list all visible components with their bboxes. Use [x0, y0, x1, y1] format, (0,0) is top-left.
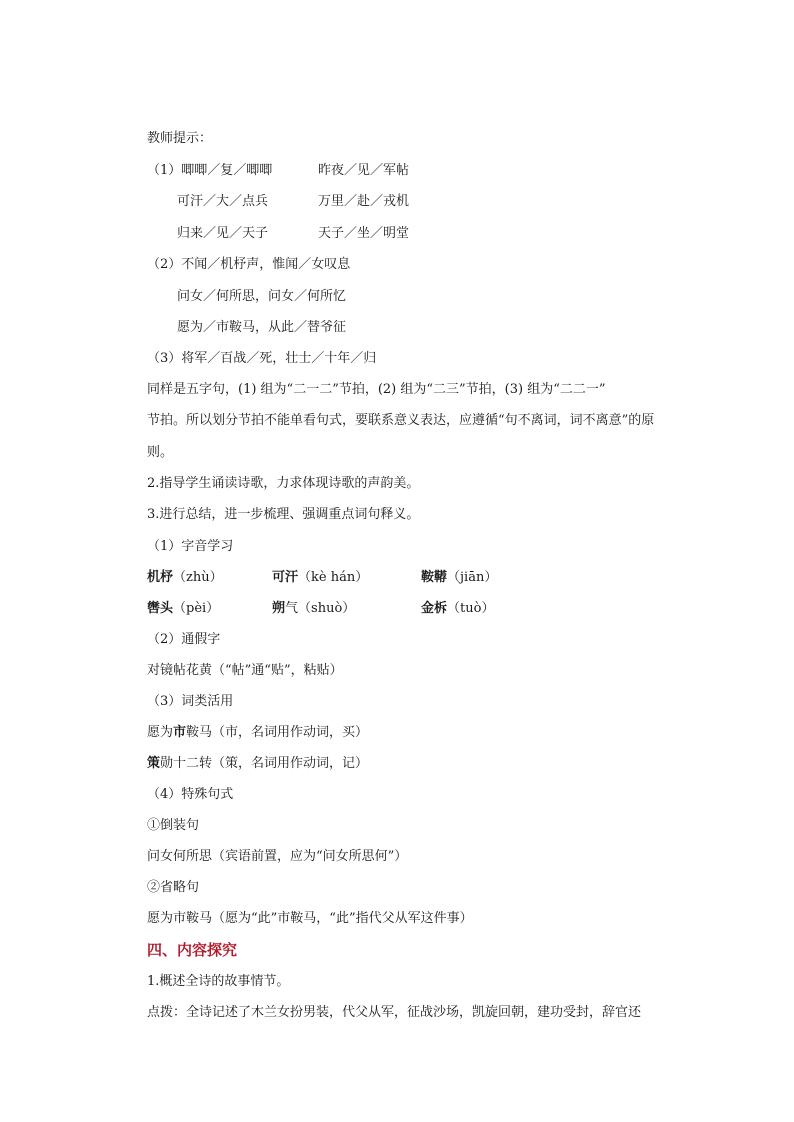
rhythm-line-1b: 可汗／大／点兵: [177, 194, 269, 209]
paragraph-line-2: 节拍。所以划分节拍不能单看句式，要联系意义表达，应遵循“句不离词，词不离意”的原: [147, 413, 655, 428]
section-heading: 四、内容探究: [147, 941, 238, 959]
pronunciation-word: 鞍鞯: [421, 570, 448, 585]
rhythm-line-2c: 愿为／市鞍马，从此／替爷征: [177, 320, 347, 335]
rhythm-line-2b: 问女／何所思，问女／何所忆: [177, 289, 347, 304]
rhythm-line-1a: （1）唧唧／复／唧唧: [147, 163, 273, 178]
rhythm-line-1c-right: 天子／坐／明堂: [318, 226, 410, 241]
rhythm-line-1b-right: 万里／赴／戎机: [318, 194, 410, 209]
step-2: 2.指导学生诵读诗歌，力求体现诗歌的声韵美。: [147, 476, 420, 491]
subheading-special-syntax: （4）特殊句式: [147, 787, 234, 802]
pronunciation-word: 朔: [272, 601, 286, 616]
subheading-pronunciation: （1）字音学习: [147, 539, 234, 554]
rhythm-line-3: （3）将军／百战／死，壮士／十年／归: [147, 351, 377, 366]
pronunciation-pinyin: （jiān）: [447, 570, 498, 585]
pronunciation-pinyin: （shuò）: [298, 601, 356, 616]
pronunciation-item: [147, 569, 223, 587]
hint-line: 点拨：全诗记述了木兰女扮男装，代父从军，征战沙场，凯旋回朝，建功受封，辞官还: [147, 1005, 642, 1020]
rhythm-line-2a: （2）不闻／机杼声，惟闻／女叹息: [147, 257, 351, 272]
pronunciation-item: [147, 600, 219, 618]
inversion-label: ①倒装句: [147, 818, 200, 833]
usage-key-char: 策: [147, 756, 161, 771]
usage-post: 勋十二转（策，名词用作动词，记）: [160, 756, 369, 771]
pronunciation-word: 可汗: [272, 570, 299, 585]
paragraph-line-3: 则。: [147, 445, 174, 460]
pronunciation-pinyin: （zhù）: [173, 570, 223, 585]
pronunciation-word-plain: 气: [285, 601, 299, 616]
pronunciation-item: [421, 569, 497, 587]
subheading-word-usage: （3）词类活用: [147, 694, 234, 709]
pronunciation-word: 机杼: [147, 570, 174, 585]
rhythm-line-1a-right: 昨夜／见／军帖: [318, 163, 410, 178]
omission-label: ②省略句: [147, 880, 200, 895]
tongjia-example: 对镜帖花黄（“帖”通“贴”，粘贴）: [147, 663, 343, 678]
pronunciation-word: 辔头: [147, 601, 174, 616]
pronunciation-word: 金柝: [421, 601, 448, 616]
step-3: 3.进行总结，进一步梳理、强调重点词句释义。: [147, 507, 420, 522]
usage-example: [147, 755, 368, 773]
usage-pre: 愿为: [147, 725, 174, 740]
usage-example: [147, 724, 368, 742]
rhythm-line-1c: 归来／见／天子: [177, 226, 269, 241]
question-1: 1.概述全诗的故事情节。: [147, 974, 290, 989]
omission-example: 愿为市鞍马（愿为“此”市鞍马，“此”指代父从军这件事）: [147, 911, 473, 926]
usage-post: 鞍马（市，名词用作动词，买）: [186, 725, 369, 740]
pronunciation-pinyin: （kè hán）: [298, 570, 369, 585]
teacher-hint-label: 教师提示：: [147, 131, 213, 146]
pronunciation-item: [272, 600, 355, 618]
inversion-example: 问女何所思（宾语前置，应为“问女所思何”）: [147, 849, 408, 864]
subheading-tongjia: （2）通假字: [147, 632, 221, 647]
usage-key-char: 市: [173, 725, 187, 740]
pronunciation-item: [272, 569, 368, 587]
paragraph-line-1: 同样是五字句，(1) 组为“二一二”节拍，(2) 组为“二三”节拍，(3) 组为“二二一”: [147, 382, 606, 397]
pronunciation-item: [421, 600, 494, 618]
pronunciation-pinyin: （pèi）: [173, 601, 220, 616]
pronunciation-pinyin: （tuò）: [447, 601, 495, 616]
